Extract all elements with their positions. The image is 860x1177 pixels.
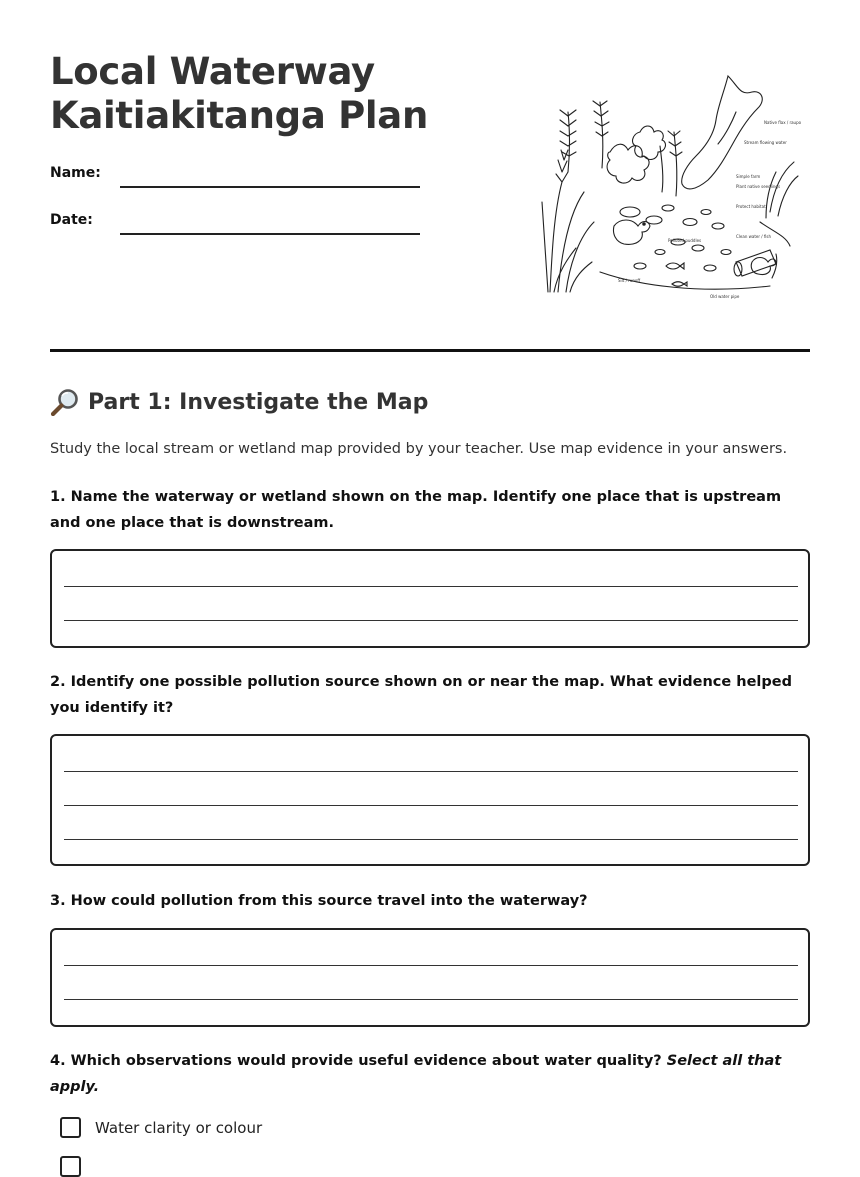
answer-line [64, 771, 798, 772]
name-label: Name: [50, 165, 101, 181]
illustration-label: Plant native seedlings [736, 184, 781, 189]
illustration-label: Silt / runoff [618, 278, 641, 283]
answer-box-3[interactable] [50, 928, 810, 1027]
stream-ecosystem-illustration [540, 72, 802, 304]
answer-line [64, 839, 798, 840]
date-label: Date: [50, 212, 93, 228]
header-divider [50, 349, 810, 352]
answer-line [64, 965, 798, 966]
magnifying-glass-icon [50, 388, 80, 416]
checkbox[interactable] [60, 1156, 81, 1177]
question-4-text: 4. Which observations would provide useful evidence about water quality? [50, 1053, 662, 1069]
checklist-item [60, 1117, 262, 1138]
illustration-label: Simple farm [736, 174, 761, 179]
checklist-label: Water clarity or colour [95, 1118, 263, 1137]
question-4 [50, 1048, 800, 1100]
title-line-1: Local Waterway [50, 50, 375, 93]
question-4-emphasis: Select all that apply. [50, 1053, 782, 1095]
question-2: 2. Identify one possible pollution source shown on or near the map. What evidence helped you identify it? [50, 674, 792, 716]
illustration-label: Clean water / fish [736, 234, 772, 239]
answer-box-2[interactable] [50, 734, 810, 866]
part-1-intro: Study the local stream or wetland map provided by your teacher. Use map evidence in your answers. [50, 441, 788, 457]
name-field[interactable] [120, 186, 420, 188]
title-line-2: Kaitiakitanga Plan [50, 94, 428, 137]
answer-line [64, 620, 798, 621]
answer-box-1[interactable] [50, 549, 810, 648]
checkbox[interactable] [60, 1117, 81, 1138]
answer-line [64, 999, 798, 1000]
date-field[interactable] [120, 233, 420, 235]
illustration-label: Protect habitat [736, 204, 766, 209]
illustration-label: Polluted puddles [668, 238, 702, 243]
checklist-item [60, 1156, 95, 1177]
part-1-heading [50, 388, 428, 416]
question-3: 3. How could pollution from this source travel into the waterway? [50, 893, 588, 909]
illustration-label: Stream flowing water [744, 140, 787, 145]
part-1-title: Part 1: Investigate the Map [88, 389, 429, 415]
answer-line [64, 805, 798, 806]
answer-line [64, 586, 798, 587]
illustration-label: Old water pipe [710, 294, 740, 299]
worksheet-title [50, 50, 428, 138]
question-1: 1. Name the waterway or wetland shown on the map. Identify one place that is upstream and one place that is downstream. [50, 489, 782, 531]
illustration-label: Native flax / raupo [764, 120, 802, 125]
